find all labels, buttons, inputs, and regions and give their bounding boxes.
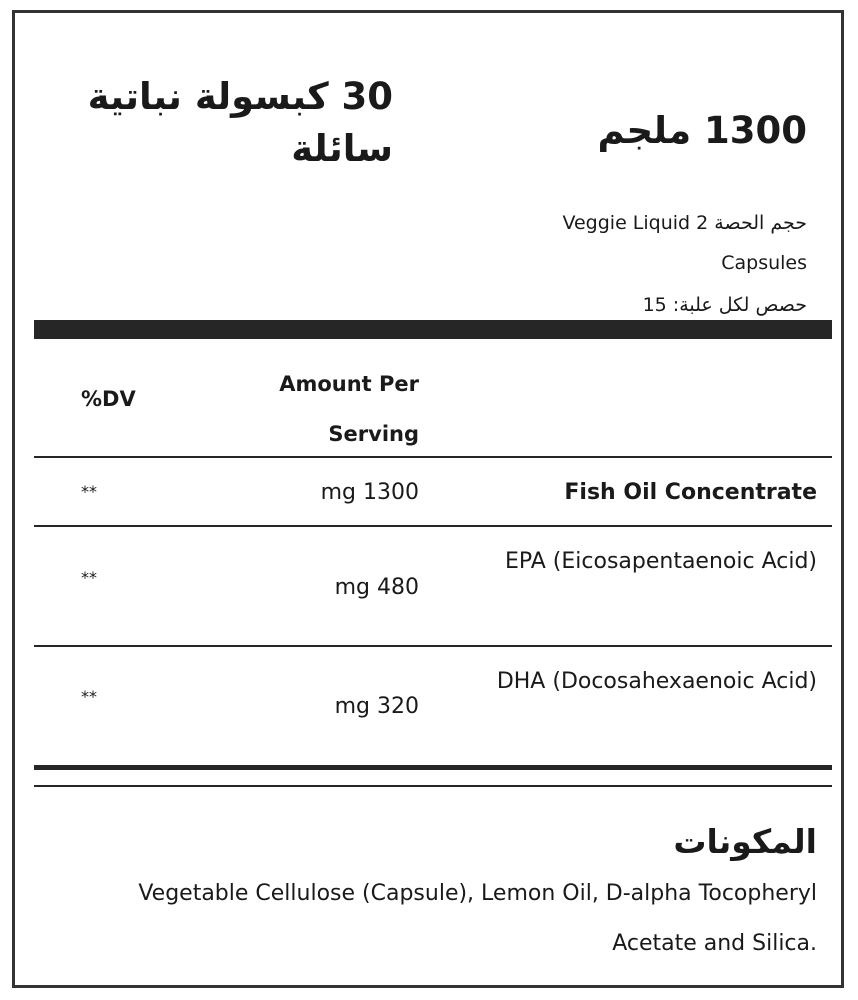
capsule-count-title: 30 كبسولة نباتية سائلة (87, 75, 393, 170)
ingredients-heading: المكونات (673, 822, 817, 861)
supplement-facts-panel (12, 10, 844, 988)
row-amount: mg 1300 (320, 480, 419, 505)
table-divider (34, 645, 832, 647)
column-header-dv: %DV (81, 387, 136, 411)
header-divider-bar (34, 320, 832, 339)
table-bottom-rule (34, 765, 832, 770)
row-amount: mg 480 (334, 575, 419, 600)
ingredients-text: Vegetable Cellulose (Capsule), Lemon Oil, D-alpha Tocopheryl Acetate and Silica. (138, 881, 817, 956)
row-dv: ** (81, 482, 97, 501)
servings-per-container: حصص لكل علبة: 15 (642, 294, 807, 316)
ingredients-divider (34, 785, 832, 787)
row-amount: mg 320 (334, 694, 419, 719)
table-divider (34, 456, 832, 458)
dose-title: 1300 ملجم (597, 109, 807, 152)
row-dv: ** (81, 568, 97, 587)
row-name: Fish Oil Concentrate (564, 480, 817, 505)
row-dv: ** (81, 687, 97, 706)
row-name: DHA (Docosahexaenoic Acid) (496, 669, 817, 694)
row-name: EPA (Eicosapentaenoic Acid) (504, 549, 817, 574)
serving-size: حجم الحصة 2 Veggie Liquid Capsules (562, 212, 807, 274)
table-divider (34, 525, 832, 527)
column-header-amount: Amount Per Serving (279, 372, 419, 446)
